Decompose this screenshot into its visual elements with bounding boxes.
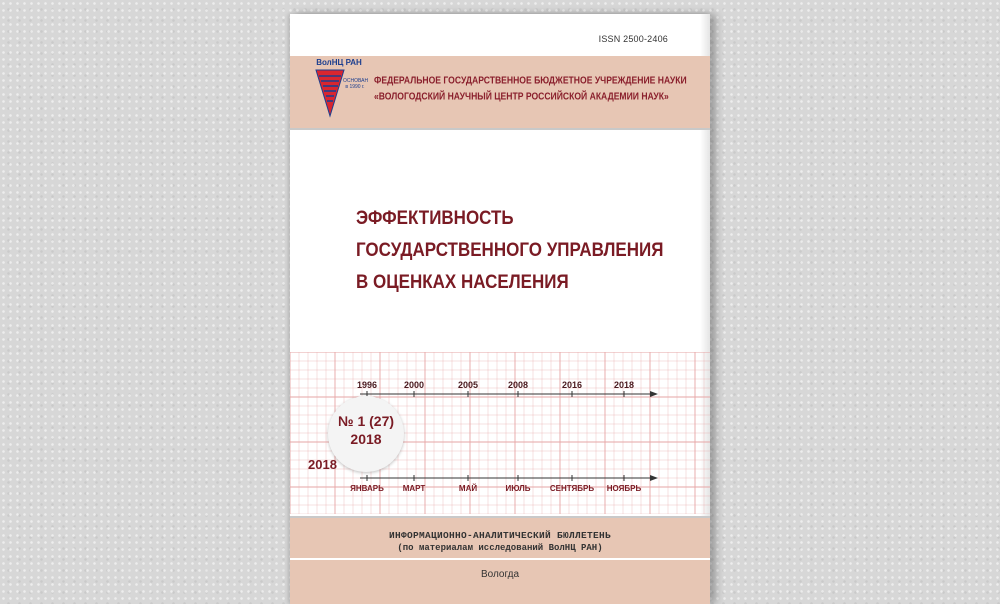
logo-founded: ОСНОВАН в 1990 г. bbox=[343, 78, 369, 90]
year-tick-label: 1996 bbox=[356, 380, 378, 390]
year-tick-label: 2005 bbox=[457, 380, 479, 390]
title-line-3: В ОЦЕНКАХ НАСЕЛЕНИЯ bbox=[356, 270, 569, 293]
issue-badge bbox=[328, 396, 404, 472]
month-tick-label: МАРТ bbox=[402, 484, 426, 493]
issue-number: № 1 (27) bbox=[337, 413, 395, 429]
month-tick-label: ЯНВАРЬ bbox=[350, 484, 384, 493]
city-label: Вологда bbox=[480, 569, 520, 580]
organization-line-1: ФЕДЕРАЛЬНОЕ ГОСУДАРСТВЕННОЕ БЮДЖЕТНОЕ УЧРЕЖДЕНИЕ НАУКИ bbox=[374, 74, 687, 86]
month-tick-label: МАЙ bbox=[458, 484, 478, 493]
issue-year: 2018 bbox=[350, 431, 382, 447]
year-axis-arrow-icon bbox=[650, 391, 658, 397]
bulletin-type: ИНФОРМАЦИОННО-АНАЛИТИЧЕСКИЙ БЮЛЛЕТЕНЬ bbox=[388, 530, 612, 541]
title-line-1: ЭФФЕКТИВНОСТЬ bbox=[356, 206, 514, 229]
bulletin-subtitle: (по материалам исследований ВолНЦ РАН) bbox=[397, 543, 603, 553]
volnc-logo bbox=[314, 58, 369, 120]
cover-title bbox=[356, 202, 696, 298]
axis-year: 2018 bbox=[308, 457, 337, 472]
organization-name bbox=[374, 72, 694, 104]
month-tick-label: ИЮЛЬ bbox=[505, 484, 531, 493]
issn-label: ISSN 2500-2406 bbox=[598, 34, 668, 44]
title-line-2: ГОСУДАРСТВЕННОГО УПРАВЛЕНИЯ bbox=[356, 238, 664, 261]
year-tick-label: 2000 bbox=[403, 380, 425, 390]
organization-line-2: «ВОЛОГОДСКИЙ НАУЧНЫЙ ЦЕНТР РОССИЙСКОЙ АКАДЕМИИ НАУК» bbox=[374, 90, 669, 102]
logo-name: ВолНЦ РАН bbox=[316, 58, 362, 67]
month-axis-arrow-icon bbox=[650, 475, 658, 481]
journal-cover bbox=[290, 14, 710, 604]
footer-band bbox=[290, 516, 710, 604]
year-tick-label: 2008 bbox=[507, 380, 529, 390]
month-tick-label: НОЯБРЬ bbox=[606, 484, 642, 493]
year-tick-label: 2016 bbox=[561, 380, 583, 390]
footer-divider bbox=[290, 558, 710, 560]
month-tick-label: СЕНТЯБРЬ bbox=[549, 484, 595, 493]
year-tick-label: 2018 bbox=[613, 380, 635, 390]
header-band bbox=[290, 56, 710, 130]
